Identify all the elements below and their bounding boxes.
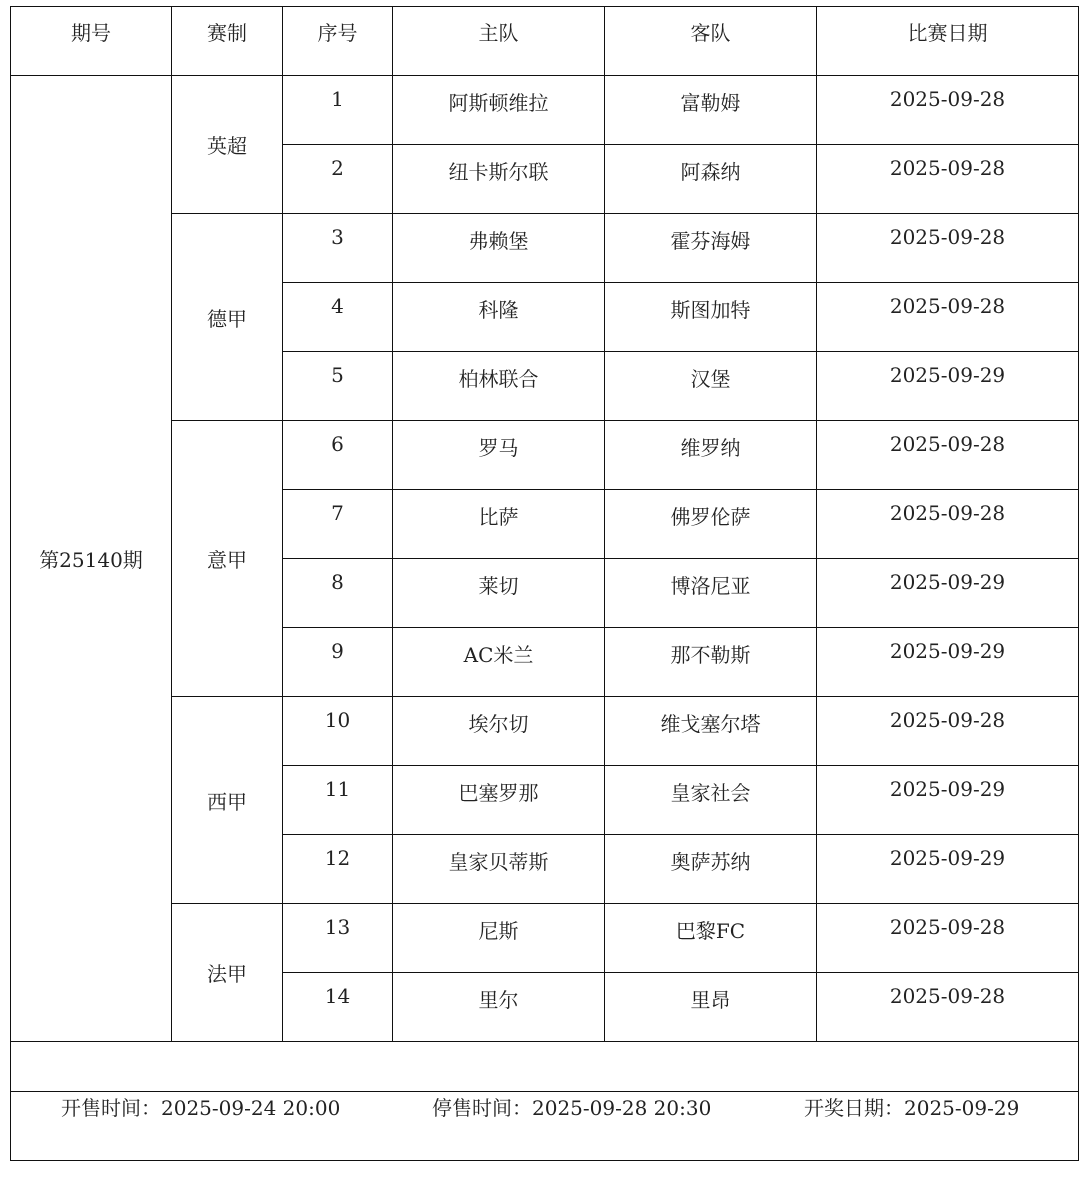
away-team-cell: 里昂	[605, 973, 817, 1042]
match-seq-cell: 13	[283, 904, 393, 973]
league-cell: 西甲	[172, 697, 283, 904]
match-seq-cell: 14	[283, 973, 393, 1042]
league-cell: 德甲	[172, 214, 283, 421]
away-team-cell: 霍芬海姆	[605, 214, 817, 283]
match-row	[11, 76, 1079, 145]
header-home-team: 主队	[393, 7, 605, 76]
match-date-cell: 2025-09-28	[817, 973, 1079, 1042]
away-team-cell: 博洛尼亚	[605, 559, 817, 628]
match-date-cell: 2025-09-29	[817, 352, 1079, 421]
match-row	[11, 697, 1079, 766]
match-date-cell: 2025-09-28	[817, 214, 1079, 283]
home-team-cell: 科隆	[393, 283, 605, 352]
match-date-cell: 2025-09-29	[817, 766, 1079, 835]
home-team-cell: 埃尔切	[393, 697, 605, 766]
header-row	[11, 7, 1079, 76]
header-match-date: 比赛日期	[817, 7, 1079, 76]
empty-cell	[11, 1042, 1079, 1092]
away-team-cell: 维戈塞尔塔	[605, 697, 817, 766]
match-date-cell: 2025-09-28	[817, 904, 1079, 973]
match-schedule-table	[10, 6, 1079, 1161]
header-period: 期号	[11, 7, 172, 76]
draw-date: 开奖日期：2025-09-29	[804, 1096, 1020, 1120]
home-team-cell: AC米兰	[393, 628, 605, 697]
match-seq-cell: 1	[283, 76, 393, 145]
match-row	[11, 214, 1079, 283]
empty-row	[11, 1042, 1079, 1092]
match-seq-cell: 3	[283, 214, 393, 283]
match-seq-cell: 11	[283, 766, 393, 835]
match-seq-cell: 4	[283, 283, 393, 352]
match-date-cell: 2025-09-28	[817, 283, 1079, 352]
away-team-cell: 巴黎FC	[605, 904, 817, 973]
match-seq-cell: 6	[283, 421, 393, 490]
home-team-cell: 纽卡斯尔联	[393, 145, 605, 214]
away-team-cell: 富勒姆	[605, 76, 817, 145]
match-row	[11, 904, 1079, 973]
away-team-cell: 汉堡	[605, 352, 817, 421]
home-team-cell: 巴塞罗那	[393, 766, 605, 835]
sale-start-time: 开售时间：2025-09-24 20:00	[61, 1096, 341, 1120]
header-seq: 序号	[283, 7, 393, 76]
match-date-cell: 2025-09-28	[817, 697, 1079, 766]
home-team-cell: 尼斯	[393, 904, 605, 973]
footer-cell	[11, 1092, 1079, 1161]
away-team-cell: 阿森纳	[605, 145, 817, 214]
match-date-cell: 2025-09-28	[817, 421, 1079, 490]
match-date-cell: 2025-09-29	[817, 559, 1079, 628]
home-team-cell: 柏林联合	[393, 352, 605, 421]
header-league: 赛制	[172, 7, 283, 76]
match-seq-cell: 8	[283, 559, 393, 628]
match-date-cell: 2025-09-29	[817, 835, 1079, 904]
away-team-cell: 皇家社会	[605, 766, 817, 835]
match-row	[11, 421, 1079, 490]
league-cell: 英超	[172, 76, 283, 214]
away-team-cell: 那不勒斯	[605, 628, 817, 697]
schedule-body	[11, 76, 1079, 1042]
match-date-cell: 2025-09-29	[817, 628, 1079, 697]
match-date-cell: 2025-09-28	[817, 145, 1079, 214]
home-team-cell: 阿斯顿维拉	[393, 76, 605, 145]
home-team-cell: 比萨	[393, 490, 605, 559]
match-date-cell: 2025-09-28	[817, 490, 1079, 559]
match-seq-cell: 5	[283, 352, 393, 421]
footer-row	[11, 1092, 1079, 1161]
match-seq-cell: 12	[283, 835, 393, 904]
match-seq-cell: 7	[283, 490, 393, 559]
match-date-cell: 2025-09-28	[817, 76, 1079, 145]
home-team-cell: 里尔	[393, 973, 605, 1042]
away-team-cell: 奥萨苏纳	[605, 835, 817, 904]
home-team-cell: 莱切	[393, 559, 605, 628]
away-team-cell: 佛罗伦萨	[605, 490, 817, 559]
home-team-cell: 皇家贝蒂斯	[393, 835, 605, 904]
home-team-cell: 弗赖堡	[393, 214, 605, 283]
sale-stop-time: 停售时间：2025-09-28 20:30	[432, 1096, 712, 1120]
period-cell: 第25140期	[11, 76, 172, 1042]
league-cell: 法甲	[172, 904, 283, 1042]
league-cell: 意甲	[172, 421, 283, 697]
home-team-cell: 罗马	[393, 421, 605, 490]
away-team-cell: 斯图加特	[605, 283, 817, 352]
match-seq-cell: 2	[283, 145, 393, 214]
match-seq-cell: 10	[283, 697, 393, 766]
match-seq-cell: 9	[283, 628, 393, 697]
away-team-cell: 维罗纳	[605, 421, 817, 490]
header-away-team: 客队	[605, 7, 817, 76]
